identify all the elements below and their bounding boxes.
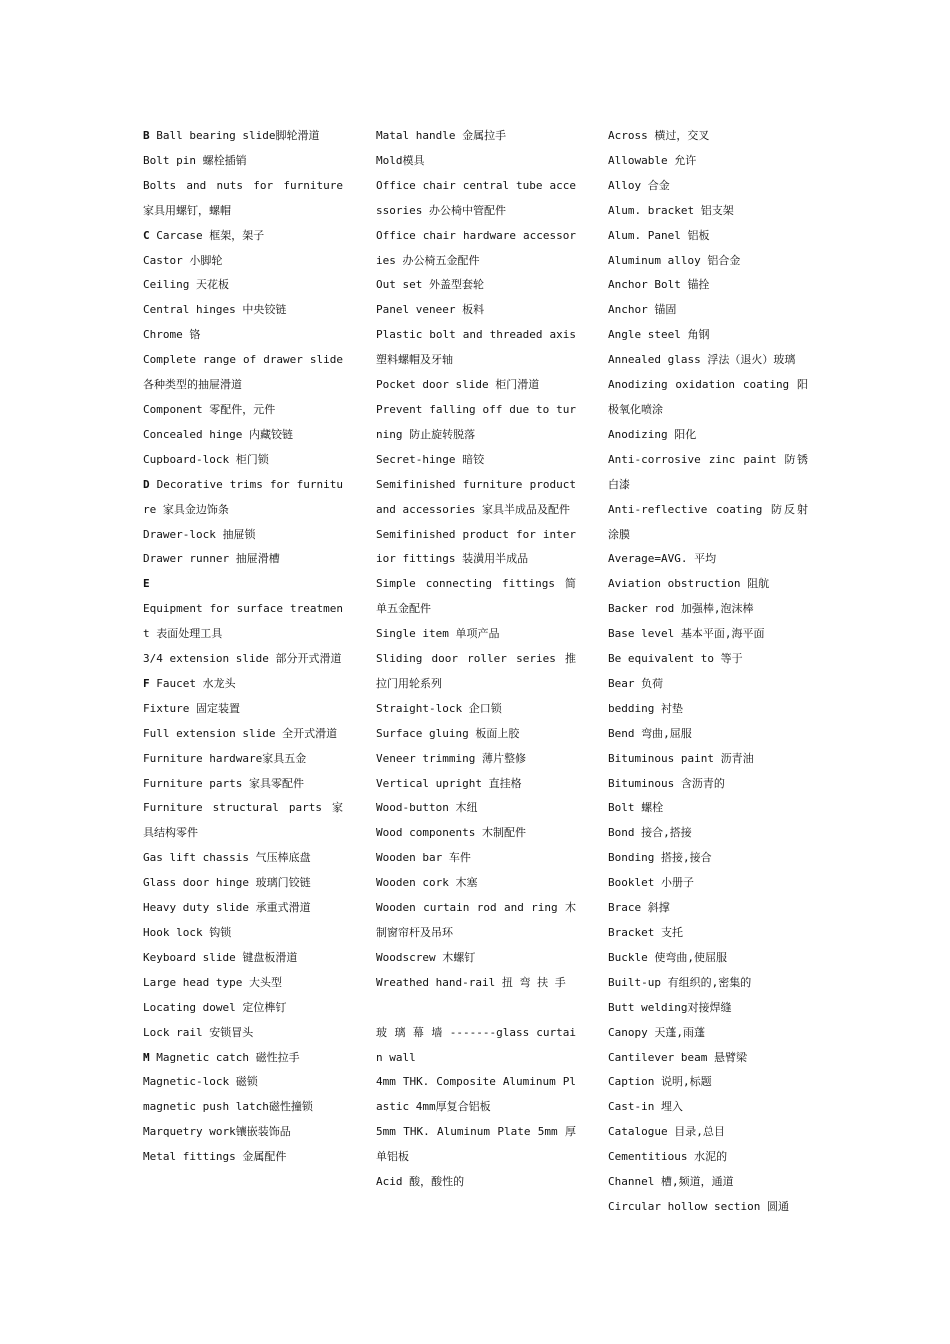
glossary-entry: 3/4 extension slide 部分开式滑道 xyxy=(143,652,342,666)
glossary-entry: Simple connecting fittings 简单五金配件 xyxy=(376,577,576,616)
glossary-entry: Hook lock 钩锁 xyxy=(143,926,232,939)
glossary-column-2 xyxy=(376,124,576,1195)
glossary-entry: Bituminous paint 沥青油 xyxy=(608,751,754,765)
glossary-entry: Heavy duty slide 承重式滑道 xyxy=(143,901,311,915)
glossary-column-1 xyxy=(143,124,343,1170)
glossary-entry: Bracket 支托 xyxy=(608,926,683,939)
glossary-entry: Surface gluing 板面上胶 xyxy=(376,726,520,740)
glossary-entry: Buckle 使弯曲,使屈服 xyxy=(608,950,727,964)
glossary-entry: D Decorative trims for furniture 家具金边饰条 xyxy=(143,477,343,516)
glossary-entry: Single item 单项产品 xyxy=(376,627,500,641)
glossary-entry: Magnetic-lock 磁锁 xyxy=(143,1075,258,1089)
glossary-entry: 玻 璃 幕 墙 -------glass curtain wall xyxy=(376,1025,576,1064)
glossary-entry: Be equivalent to 等于 xyxy=(608,652,743,666)
glossary-entry: Allowable 允许 xyxy=(608,153,697,167)
glossary-entry: Bituminous 含沥青的 xyxy=(608,776,725,790)
glossary-entry: Drawer runner 抽屉滑槽 xyxy=(143,552,280,566)
glossary-entry: Equipment for surface treatment 表面处理工具 xyxy=(143,602,343,641)
glossary-entry: Marquetry work镶嵌装饰品 xyxy=(143,1125,291,1139)
glossary-entry: E xyxy=(143,577,150,591)
glossary-entry xyxy=(376,996,576,1021)
glossary-entry: Bonding 搭接,接合 xyxy=(608,851,712,865)
glossary-entry: 4mm THK. Composite Aluminum Plastic 4mm厚复合铝板 xyxy=(376,1075,576,1114)
glossary-entry: Lock rail 安锁冒头 xyxy=(143,1025,254,1039)
glossary-entry: Average=AVG. 平均 xyxy=(608,552,717,566)
glossary-entry: Fixture 固定装置 xyxy=(143,701,240,715)
glossary-entry: Mold模具 xyxy=(376,153,425,167)
glossary-entry: Keyboard slide 键盘板滑道 xyxy=(143,950,298,964)
glossary-entry: Anchor 锚固 xyxy=(608,303,677,317)
glossary-entry: Office chair central tube accessories 办公椅中管配件 xyxy=(376,178,576,217)
glossary-entry: B Ball bearing slide脚轮滑道 xyxy=(143,129,320,142)
glossary-entry: Concealed hinge 内藏铰链 xyxy=(143,427,293,441)
glossary-entry: Built-up 有组织的,密集的 xyxy=(608,975,752,989)
glossary-entry: Straight-lock 企口锁 xyxy=(376,701,502,715)
glossary-entry: Chrome 铬 xyxy=(143,328,201,342)
glossary-entry: Catalogue 目录,总目 xyxy=(608,1125,725,1139)
glossary-entry: Brace 斜撑 xyxy=(608,901,670,915)
glossary-entry: Full extension slide 全开式滑道 xyxy=(143,726,338,740)
glossary-entry: Central hinges 中央铰链 xyxy=(143,303,287,317)
glossary-entry: Butt welding对接焊缝 xyxy=(608,1000,732,1014)
glossary-entry: Woodscrew 木螺钉 xyxy=(376,950,476,964)
glossary-entry: Furniture hardware家具五金 xyxy=(143,751,307,765)
glossary-entry: Cantilever beam 悬臂梁 xyxy=(608,1050,747,1064)
glossary-entry: bedding 衬垫 xyxy=(608,701,683,715)
glossary-entry: Bear 负荷 xyxy=(608,676,664,690)
glossary-entry: Bend 弯曲,屈服 xyxy=(608,726,692,740)
glossary-entry: Vertical upright 直挂格 xyxy=(376,776,522,790)
glossary-entry: 5mm THK. Aluminum Plate 5mm 厚单铝板 xyxy=(376,1125,576,1164)
glossary-entry: Cementitious 水泥的 xyxy=(608,1150,728,1164)
glossary-entry: Bolt 螺栓 xyxy=(608,801,664,815)
glossary-entry: Across 横过，交叉 xyxy=(608,129,710,142)
glossary-entry: Circular hollow section 圆通 xyxy=(608,1199,789,1213)
glossary-entry: Bond 接合,搭接 xyxy=(608,826,692,840)
glossary-entry: Wreathed hand-rail 扭 弯 扶 手 xyxy=(376,975,566,989)
glossary-entry: F Faucet 水龙头 xyxy=(143,676,236,690)
glossary-entry: Secret-hinge 暗铰 xyxy=(376,452,485,466)
glossary-entry: Office chair hardware accessories 办公椅五金配件 xyxy=(376,228,576,267)
glossary-entry: Glass door hinge 玻璃门铰链 xyxy=(143,876,311,890)
glossary-entry: Drawer-lock 抽屉锁 xyxy=(143,527,256,541)
glossary-column-3 xyxy=(608,124,808,1220)
glossary-entry: Acid 酸，酸性的 xyxy=(376,1175,465,1189)
glossary-entry: Alloy 合金 xyxy=(608,178,670,192)
glossary-entry: Canopy 天蓬,雨蓬 xyxy=(608,1025,705,1039)
glossary-entry: Complete range of drawer slide 各种类型的抽屉滑道 xyxy=(143,353,343,392)
glossary-entry: Cupboard-lock 柜门锁 xyxy=(143,452,269,466)
glossary-entry: Furniture structural parts 家具结构零件 xyxy=(143,801,343,840)
glossary-entry: Anchor Bolt 锚拴 xyxy=(608,278,710,292)
glossary-entry: Anodizing oxidation coating 阳极氧化喷涂 xyxy=(608,378,808,416)
glossary-entry: Furniture parts 家具零配件 xyxy=(143,776,304,790)
glossary-entry: Booklet 小册子 xyxy=(608,876,694,890)
glossary-entry: Wood components 木制配件 xyxy=(376,826,526,840)
glossary-entry: Wooden cork 木塞 xyxy=(376,876,478,890)
glossary-entry: Ceiling 天花板 xyxy=(143,278,229,292)
glossary-entry: Semifinished product for interior fittings 装潢用半成品 xyxy=(376,527,576,566)
glossary-entry: C Carcase 框架，架子 xyxy=(143,228,265,242)
glossary-entry: Aluminum alloy 铝合金 xyxy=(608,253,741,267)
glossary-entry: Castor 小脚轮 xyxy=(143,253,223,267)
glossary-entry: Wood-button 木纽 xyxy=(376,801,478,815)
glossary-entry: Veneer trimming 薄片整修 xyxy=(376,751,526,765)
glossary-entry: Matal handle 金属拉手 xyxy=(376,129,507,142)
glossary-entry: Bolts and nuts for furniture 家具用螺钉，螺帽 xyxy=(143,178,343,217)
glossary-entry: Channel 槽,频道，通道 xyxy=(608,1175,734,1189)
glossary-entry: Cast-in 埋入 xyxy=(608,1100,683,1114)
glossary-entry: Backer rod 加强棒,泡沫棒 xyxy=(608,602,754,616)
glossary-entry: Metal fittings 金属配件 xyxy=(143,1150,287,1164)
glossary-entry: Aviation obstruction 阻航 xyxy=(608,577,770,591)
glossary-entry: Base level 基本平面,海平面 xyxy=(608,627,765,641)
glossary-entry: Wooden bar 车件 xyxy=(376,851,471,865)
glossary-entry: Bolt pin 螺栓插销 xyxy=(143,153,247,167)
glossary-entry: M Magnetic catch 磁性拉手 xyxy=(143,1050,300,1064)
glossary-entry: Alum. bracket 铝支架 xyxy=(608,203,734,217)
glossary-entry: Pocket door slide 柜门滑道 xyxy=(376,378,540,392)
glossary-entry: Large head type 大头型 xyxy=(143,975,282,989)
glossary-entry: Caption 说明,标题 xyxy=(608,1075,712,1089)
glossary-entry: Anti-corrosive zinc paint 防锈白漆 xyxy=(608,452,808,491)
glossary-entry: Panel veneer 板料 xyxy=(376,303,485,317)
glossary-entry: Alum. Panel 铝板 xyxy=(608,228,710,242)
glossary-entry: Anti-reflective coating 防反射涂膜 xyxy=(608,502,808,541)
glossary-entry: Wooden curtain rod and ring 木制窗帘杆及吊环 xyxy=(376,901,576,939)
glossary-entry: magnetic push latch磁性撞锁 xyxy=(143,1100,313,1114)
glossary-entry: Component 零配件，元件 xyxy=(143,402,276,416)
glossary-entry: Annealed glass 浮法（退火）玻璃 xyxy=(608,353,796,367)
glossary-entry: Sliding door roller series 推拉门用轮系列 xyxy=(376,652,576,690)
glossary-entry: Out set 外盖型套轮 xyxy=(376,278,484,292)
glossary-entry: Gas lift chassis 气压棒底盘 xyxy=(143,851,311,865)
glossary-entry: Angle steel 角钢 xyxy=(608,328,710,342)
glossary-entry: Prevent falling off due to turning 防止旋转脱落 xyxy=(376,402,576,441)
glossary-entry: Anodizing 阳化 xyxy=(608,427,697,441)
glossary-entry: Plastic bolt and threaded axis 塑料螺帽及牙轴 xyxy=(376,328,576,367)
glossary-entry: Semifinished furniture product and accessories 家具半成品及配件 xyxy=(376,477,576,516)
glossary-entry: Locating dowel 定位榫钉 xyxy=(143,1000,287,1014)
